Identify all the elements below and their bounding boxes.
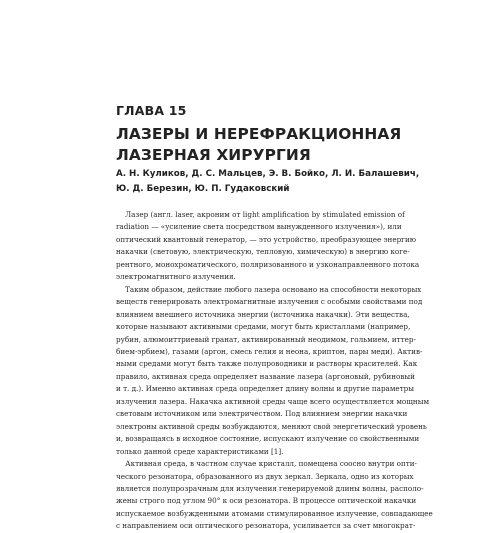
body-text: [116, 209, 433, 533]
chapter-title-line: ЛАЗЕРНАЯ ХИРУРГИЯ: [116, 146, 311, 164]
body-line: Активная среда, в частном случае кристалл, помещена соосно внутри опти-: [116, 459, 417, 469]
body-line: является полупрозрачным для излучения генерируемой длины волны, располо-: [116, 483, 424, 493]
body-line: правило, активная среда определяет название лазера (аргоновый, рубиновый: [116, 371, 415, 381]
body-line: электроны активной среды возбуждаются, меняют свой энергетический уровень: [116, 421, 427, 431]
body-line: с направлением оси оптического резонатора, усиливается за счет многократ-: [116, 521, 416, 531]
body-line: световым источником или электричеством. Под влиянием энергии накачки: [116, 409, 408, 419]
body-line: накачки (световую, электрическую, тепловую, химическую) в энергию коге-: [116, 247, 410, 257]
body-line: излучения лазера. Накачка активной среды чаще всего осуществляется мощным: [116, 396, 430, 406]
chapter-authors: [116, 167, 420, 197]
body-line: ными средами могут быть также полупроводники и растворы красителей. Как: [116, 359, 418, 369]
body-line: только данной среде характеристиками [1].: [116, 446, 284, 456]
body-line: рентного, монохроматического, поляризованного и узконаправленного потока: [116, 259, 420, 269]
body-line: испускаемое возбужденными атомами стимулированное излучение, совпадающее: [116, 508, 433, 518]
body-line: бием-эрбием), газами (аргон, смесь гелия и неона, криптон, пары меди). Актив-: [116, 346, 423, 356]
body-line: влиянием внешнего источника энергии (источника накачки). Эти вещества,: [116, 309, 410, 319]
authors-line: А. Н. Куликов, Д. С. Мальцев, Э. В. Бойко, Л. И. Балашевич,: [116, 169, 420, 179]
authors-line: Ю. Д. Березин, Ю. П. Гудаковский: [116, 184, 290, 194]
body-line: которые называют активными средами, могут быть кристаллами (например,: [116, 322, 411, 332]
body-line: жены строго под углом 90° к оси резонатора. В процессе оптической накачки: [116, 496, 417, 506]
body-line: и т. д.). Именно активная среда определяет длину волны и другие параметры: [116, 384, 414, 394]
body-line: ческого резонатора, образованного из двух зеркал. Зеркала, одно из которых: [116, 471, 414, 481]
chapter-label: ГЛАВА 15: [116, 103, 187, 118]
body-line: Лазер (англ. laser, акроним от light amplification by stimulated emission of: [116, 210, 405, 219]
chapter-title-line: ЛАЗЕРЫ И НЕРЕФРАКЦИОННАЯ: [116, 125, 402, 143]
body-line: оптический квантовый генератор, — это устройство, преобразующее энергию: [116, 234, 416, 244]
chapter-title: [116, 124, 416, 166]
body-line: веществ генерировать электромагнитные излучения с особыми свойствами под: [116, 297, 423, 307]
body-line: и, возвращаясь в исходное состояние, испускают излучение со свойственными: [116, 434, 420, 444]
body-line: электромагнитного излучения.: [116, 272, 236, 282]
body-line: radiation — «усиление света посредством вынужденного излучения»), или: [116, 222, 402, 232]
body-line: Таким образом, действие любого лазера основано на способности некоторых: [116, 284, 422, 294]
body-line: рубин, алюмоиттриевый гранат, активированный неодимом, гольмием, иттер-: [116, 334, 416, 344]
